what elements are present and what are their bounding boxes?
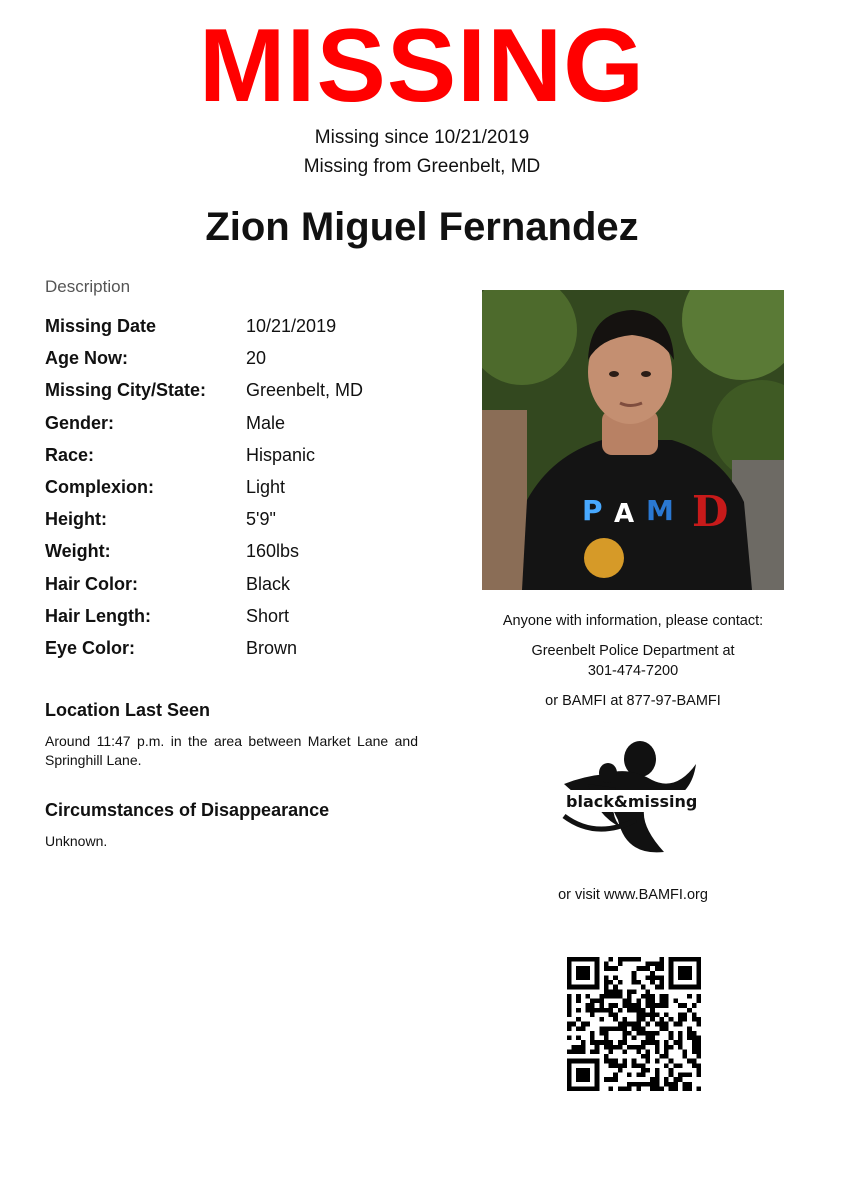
- qr-code-graphic: [567, 957, 701, 1091]
- fact-label: Hair Length:: [45, 605, 151, 626]
- contact-intro: Anyone with information, please contact:: [502, 613, 764, 629]
- fact-value: Male: [246, 412, 286, 433]
- svg-text:D: D: [692, 487, 729, 536]
- fact-row-hair-color: [45, 569, 445, 601]
- agency-line-1: Greenbelt Police Department at: [531, 643, 735, 659]
- qr-code-icon: [567, 957, 701, 1091]
- fact-label: Eye Color:: [45, 637, 136, 658]
- fact-row-weight: [45, 536, 445, 568]
- fact-row-gender: [45, 408, 445, 440]
- missing-from: Missing from Greenbelt, MD: [303, 156, 541, 177]
- fact-value: 5'9": [246, 509, 276, 530]
- fact-value: Black: [246, 573, 291, 594]
- missing-person-photo: [482, 290, 784, 590]
- logo-wordmark: black&missing: [566, 792, 698, 811]
- fact-label: Age Now:: [45, 348, 128, 369]
- fact-row-missing-date: [45, 311, 445, 343]
- black-and-missing-logo-icon: [556, 736, 700, 864]
- photo-illustration: [482, 290, 784, 590]
- fact-value: Greenbelt, MD: [246, 380, 364, 401]
- fact-label: Weight:: [45, 541, 111, 562]
- fact-value: Brown: [246, 637, 298, 658]
- svg-text:P: P: [582, 494, 603, 527]
- fact-label: Gender:: [45, 412, 115, 433]
- description-facts: [45, 311, 445, 665]
- fact-row-age-now: [45, 343, 445, 375]
- fact-label: Complexion:: [45, 476, 155, 497]
- logo-graphic: [556, 736, 700, 864]
- missing-since: Missing since 10/21/2019: [314, 127, 530, 148]
- bamfi-phone: or BAMFI at 877-97-BAMFI: [545, 693, 721, 709]
- visit-bamfi: or visit www.BAMFI.org: [558, 887, 708, 903]
- description-title: Description: [45, 277, 131, 296]
- fact-label: Height:: [45, 509, 107, 530]
- svg-text:A: A: [614, 499, 635, 529]
- fact-value: Light: [246, 476, 286, 497]
- circumstances-heading: Circumstances of Disappearance: [45, 800, 330, 820]
- fact-row-eye-color: [45, 633, 445, 665]
- fact-row-hair-length: [45, 601, 445, 633]
- location-heading: Location Last Seen: [45, 700, 211, 720]
- fact-label: Hair Color:: [45, 573, 139, 594]
- svg-text:M: M: [646, 494, 674, 527]
- fact-label: Missing Date: [45, 316, 157, 336]
- fact-row-race: [45, 440, 445, 472]
- fact-label: Race:: [45, 444, 95, 465]
- circumstances-text: Unknown.: [45, 833, 108, 849]
- fact-value: 20: [246, 348, 267, 369]
- fact-row-height: [45, 504, 445, 536]
- fact-value: 10/21/2019: [246, 316, 337, 336]
- fact-row-complexion: [45, 472, 445, 504]
- headline-missing: MISSING: [198, 8, 646, 124]
- agency-line-2: 301-474-7200: [587, 663, 679, 679]
- fact-value: Hispanic: [246, 444, 316, 465]
- fact-label: Missing City/State:: [45, 380, 207, 401]
- person-name: Zion Miguel Fernandez: [205, 205, 639, 249]
- fact-row-missing-city-state: [45, 375, 445, 407]
- fact-value: 160lbs: [246, 541, 300, 562]
- location-text: Around 11:47 p.m. in the area between Market Lane and Springhill Lane.: [45, 733, 418, 768]
- fact-value: Short: [246, 605, 290, 626]
